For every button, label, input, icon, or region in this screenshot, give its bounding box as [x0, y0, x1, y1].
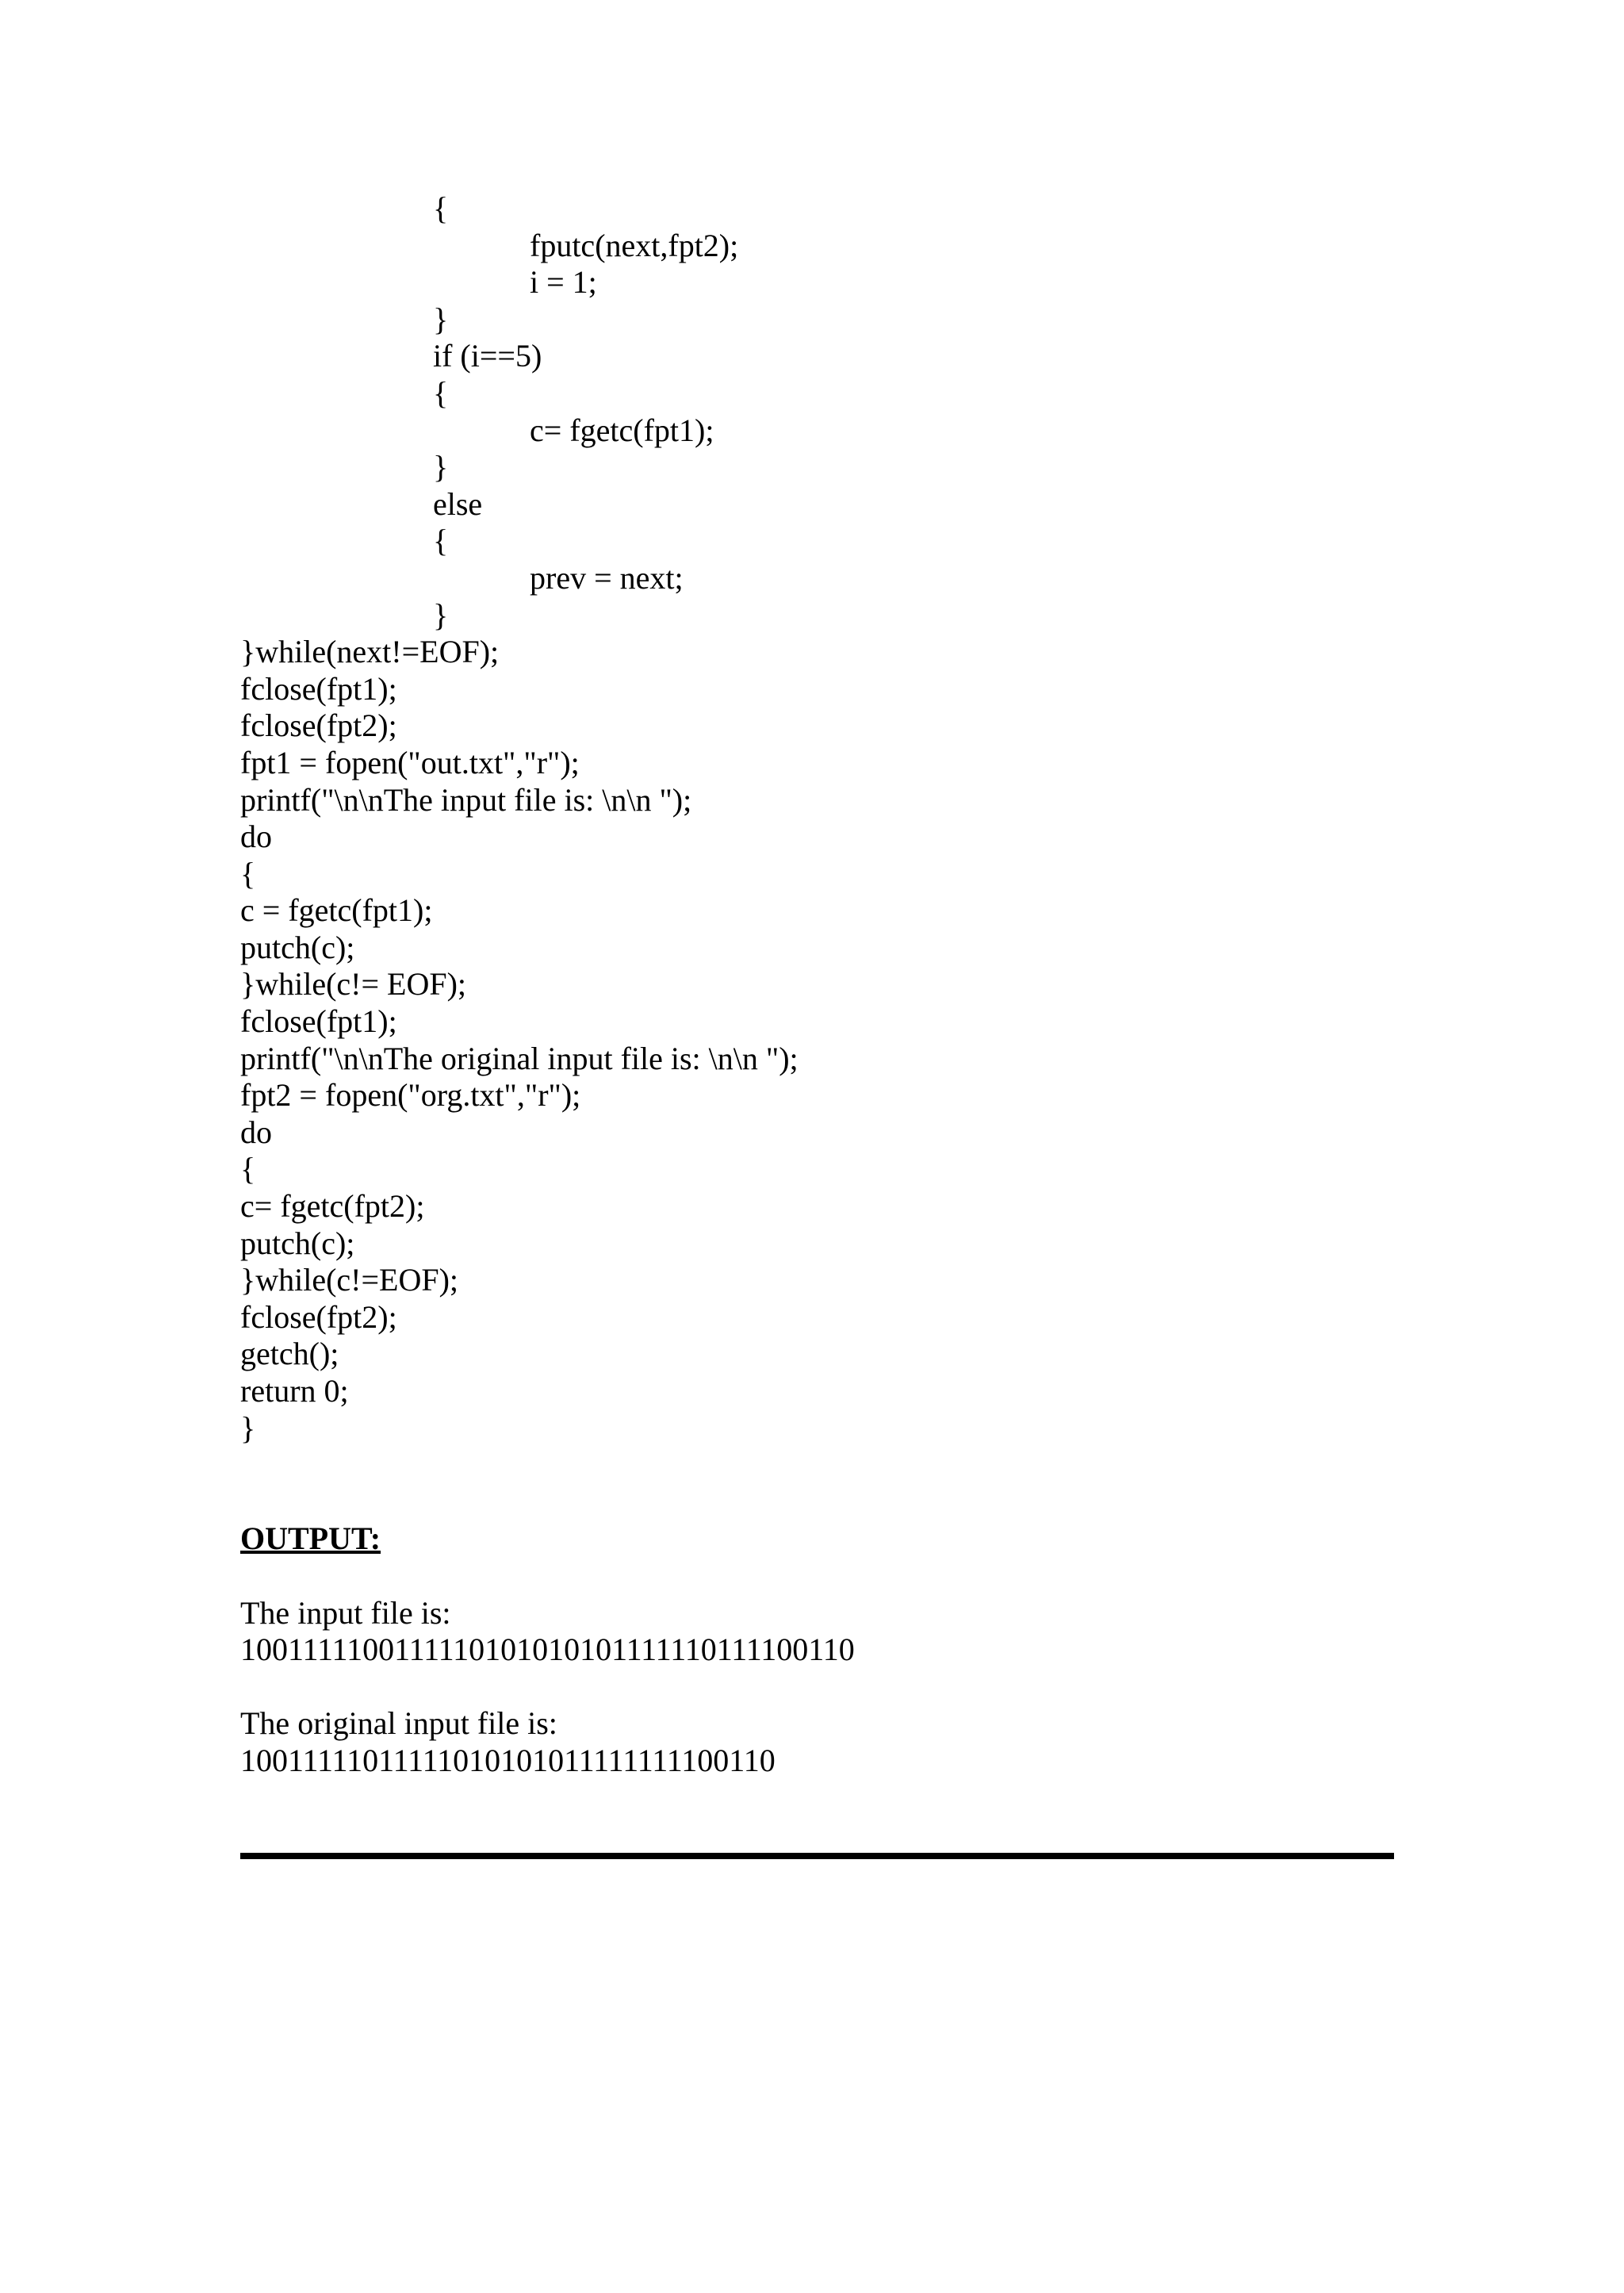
- code-line: c = fgetc(fpt1);: [240, 892, 433, 929]
- code-line: fclose(fpt2);: [240, 707, 397, 744]
- code-line: }while(c!=EOF);: [240, 1262, 459, 1298]
- code-line: return 0;: [240, 1373, 349, 1409]
- code-line: printf("\n\nThe original input file is: \n\n ");: [240, 1040, 799, 1076]
- code-line: fclose(fpt2);: [240, 1298, 397, 1335]
- code-line: }: [433, 596, 449, 633]
- code-line: c= fgetc(fpt2);: [240, 1188, 425, 1225]
- code-line: prev = next;: [530, 559, 684, 596]
- original-file-label: The original input file is:: [240, 1705, 557, 1742]
- code-line: getch();: [240, 1336, 339, 1372]
- code-line: putch(c);: [240, 929, 355, 965]
- code-line: printf("\n\nThe input file is: \n\n ");: [240, 781, 692, 818]
- input-file-value: 1001111100111110101010101111110111100110: [240, 1632, 855, 1668]
- code-line: do: [240, 1114, 272, 1150]
- original-file-value: 10011111011111010101011111111100110: [240, 1742, 776, 1778]
- code-line: else: [433, 485, 483, 522]
- code-line: c= fgetc(fpt1);: [530, 412, 714, 448]
- code-line: do: [240, 819, 272, 855]
- code-line: putch(c);: [240, 1225, 355, 1261]
- spacer: [240, 1669, 1430, 1706]
- code-line: {: [433, 190, 449, 226]
- code-line: fputc(next,fpt2);: [530, 227, 739, 263]
- code-line: if (i==5): [433, 338, 542, 374]
- code-line: {: [433, 374, 449, 411]
- code-line: }: [433, 449, 449, 485]
- code-line: }while(c!= EOF);: [240, 966, 467, 1003]
- code-line: {: [240, 855, 256, 892]
- code-line: }: [240, 1409, 256, 1446]
- spacer: [240, 1484, 1430, 1521]
- code-line: }: [433, 301, 449, 337]
- code-line: fpt2 = fopen("org.txt","r");: [240, 1077, 581, 1114]
- code-line: {: [240, 1151, 256, 1187]
- input-file-label: The input file is:: [240, 1594, 451, 1631]
- code-line: fclose(fpt1);: [240, 670, 397, 707]
- spacer: [240, 1558, 1430, 1595]
- code-line: fpt1 = fopen("out.txt","r");: [240, 744, 580, 780]
- code-line: }while(next!=EOF);: [240, 634, 500, 670]
- spacer: [240, 1447, 1430, 1484]
- code-line: {: [433, 523, 449, 559]
- horizontal-rule: [240, 1853, 1394, 1859]
- code-line: i = 1;: [530, 264, 597, 301]
- output-heading: OUTPUT:: [240, 1520, 381, 1557]
- code-line: fclose(fpt1);: [240, 1003, 397, 1040]
- code-listing: [240, 190, 1430, 1780]
